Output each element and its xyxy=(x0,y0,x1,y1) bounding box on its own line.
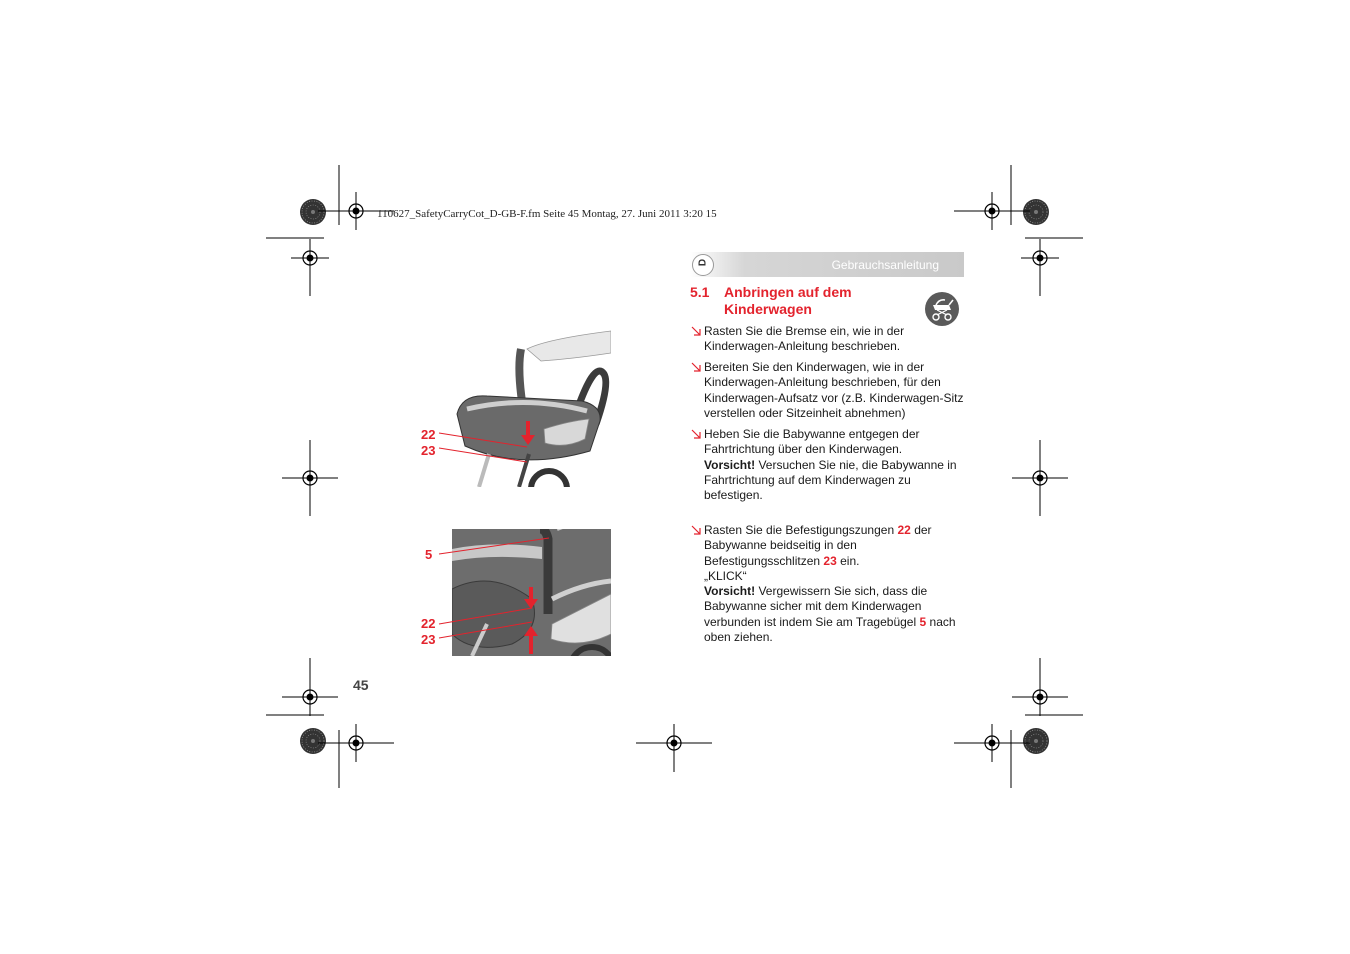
klick-text: „KLICK“ xyxy=(704,568,747,583)
step-arrow-icon xyxy=(690,324,704,338)
instruction-text: Heben Sie die Babywanne entgegen der Fahrtrichtung über den Kinderwagen. xyxy=(704,427,920,457)
step-arrow-icon xyxy=(690,360,704,374)
stroller-icon xyxy=(925,292,959,326)
warning-text-b: nach oben ziehen. xyxy=(704,614,956,645)
step-arrow-icon xyxy=(690,523,704,537)
figure1-label-22: 22 xyxy=(421,427,436,442)
language-letter: D xyxy=(697,258,709,267)
instruction-step-1 xyxy=(690,324,965,355)
language-tab xyxy=(692,254,714,276)
print-header: 110627_SafetyCarryCot_D-GB-F.fm Seite 45 Montag, 27. Juni 2011 3:20 15 xyxy=(377,208,717,220)
ref-number-23: 23 xyxy=(823,553,837,568)
instruction-text-c: ein. xyxy=(840,553,860,568)
section-title: Anbringen auf dem Kinderwagen xyxy=(724,284,852,317)
instruction-text-b: der Babywanne beidseitig in den Befestigungsschlitzen xyxy=(704,523,932,568)
tab-label: Gebrauchsanleitung xyxy=(831,258,939,272)
step-arrow-icon xyxy=(690,427,704,441)
figure1-leader-lines xyxy=(437,430,537,470)
figure2-leader-lines xyxy=(437,532,557,642)
section-number: 5.1 xyxy=(690,284,710,300)
instruction-text: Bereiten Sie den Kinderwagen, wie in der Kinderwagen-Anleitung beschrieben, für den Kinderwagen-Aufsatz vor (z.B. Kinderwagen-Sitz verstellen oder Sitzeinheit abnehmen) xyxy=(704,360,964,420)
warning-label: Vorsicht! xyxy=(704,457,756,472)
ref-number-22: 22 xyxy=(897,523,911,537)
ref-number-5: 5 xyxy=(919,614,927,629)
page-number: 45 xyxy=(353,677,369,693)
instruction-text-a: Rasten Sie die Befestigungszungen xyxy=(704,523,895,537)
figure2-label-23: 23 xyxy=(421,632,436,647)
warning-label: Vorsicht! xyxy=(704,584,756,599)
instruction-step-2 xyxy=(690,360,965,421)
instruction-step-4 xyxy=(690,523,965,645)
figure1-label-23: 23 xyxy=(421,443,436,458)
warning-text: Versuchen Sie nie, die Babywanne in Fahrtrichtung auf dem Kinderwagen zu befestigen. xyxy=(704,457,957,503)
warning-text-a: Vergewissern Sie sich, dass die Babywanne sicher mit dem Kinderwagen verbunden ist indem Sie am Tragebügel xyxy=(704,584,928,629)
instruction-text: Rasten Sie die Bremse ein, wie in der Kinderwagen-Anleitung beschrieben. xyxy=(704,324,905,354)
instruction-step-3 xyxy=(690,427,965,503)
figure2-label-22: 22 xyxy=(421,616,436,631)
figure2-label-5: 5 xyxy=(425,547,433,562)
